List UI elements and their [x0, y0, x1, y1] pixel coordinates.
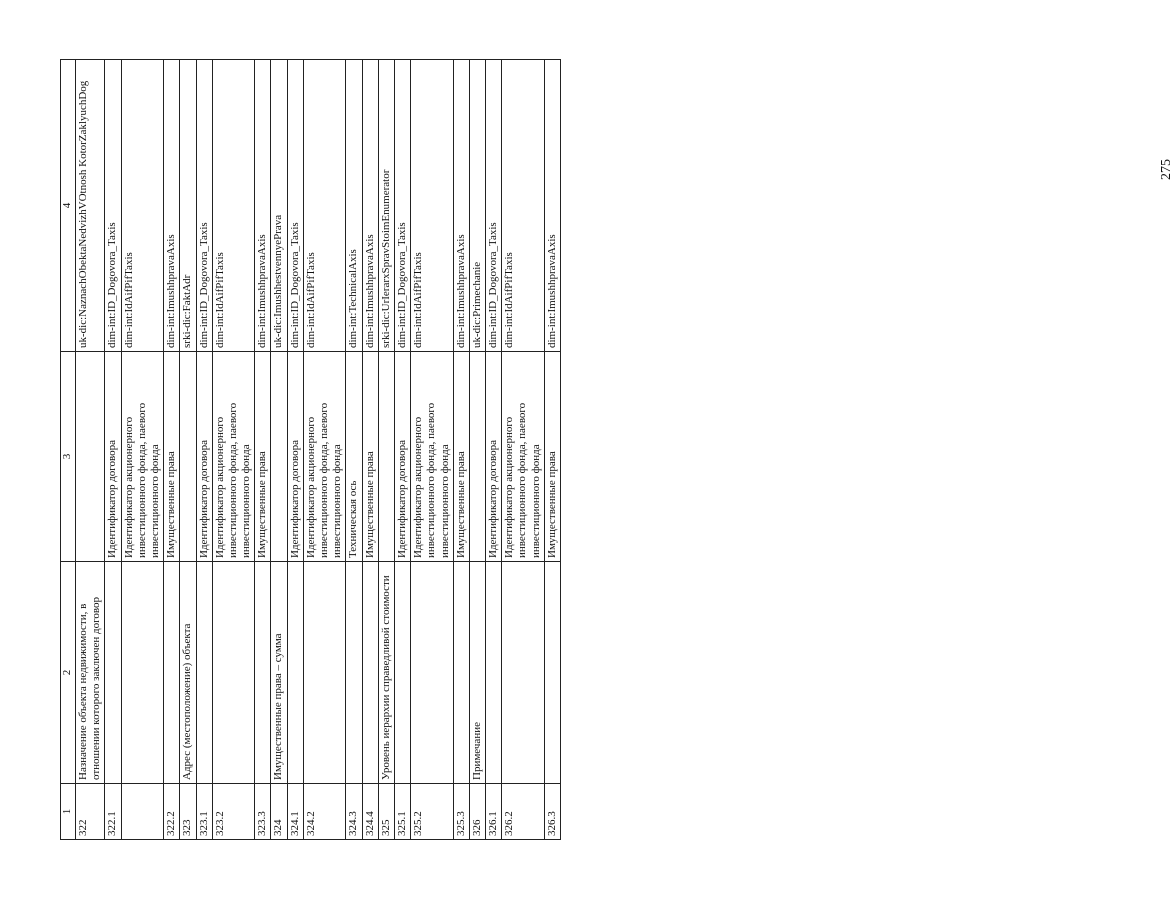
code-cell: dim-int:ID_Dogovora_Taxis [287, 60, 303, 352]
row-number-cell: 323.2 [212, 784, 255, 840]
indicator-name-cell [303, 562, 346, 784]
code-cell: dim-int:IdAifPifTaxis [212, 60, 255, 352]
dimension-name-cell [469, 352, 485, 562]
dimension-name-cell [378, 352, 394, 562]
indicator-name-cell [212, 562, 255, 784]
dimension-name-cell [271, 352, 287, 562]
indicator-name-cell: Примечание [469, 562, 485, 784]
table-row [346, 60, 362, 840]
indicator-name-cell [287, 562, 303, 784]
code-cell: dim-int:ImushhpravaAxis [544, 60, 560, 352]
indicator-name-cell: Уровень иерархии справедливой стоимости [378, 562, 394, 784]
code-cell: srki-dic:FaktAdr [180, 60, 196, 352]
code-cell: dim-int:ImushhpravaAxis [164, 60, 180, 352]
page-number: 275 [1159, 159, 1174, 180]
row-number-cell: 326.3 [544, 784, 560, 840]
code-cell: uk-dic:Primechanie [469, 60, 485, 352]
dimension-name-cell: Идентификатор договора [105, 352, 121, 562]
row-number-cell: 322.2 [164, 784, 180, 840]
row-number-cell: 324.1 [287, 784, 303, 840]
dimension-name-cell: Имущественные права [544, 352, 560, 562]
row-number-cell [121, 784, 164, 840]
row-number-cell: 325.3 [453, 784, 469, 840]
dimension-name-cell: Имущественные права [453, 352, 469, 562]
table-row [303, 60, 346, 840]
code-cell: dim-int:ID_Dogovora_Taxis [394, 60, 410, 352]
table-row [453, 60, 469, 840]
dimension-name-cell: Идентификатор акционерного инвестиционного фонда, паевого инвестиционного фонда [502, 352, 545, 562]
dimension-name-cell: Техническая ось [346, 352, 362, 562]
code-cell: uk-dic:NaznachObektaNedvizhVOtnosh KotorZaklyuchDog [76, 60, 105, 352]
table-row [121, 60, 164, 840]
table-header-row [61, 60, 76, 840]
row-number-cell: 324 [271, 784, 287, 840]
indicator-name-cell [394, 562, 410, 784]
indicator-name-cell [502, 562, 545, 784]
row-number-cell: 325 [378, 784, 394, 840]
dimension-name-cell: Имущественные права [255, 352, 271, 562]
dimension-name-cell: Имущественные права [164, 352, 180, 562]
code-cell: dim-int:ImushhpravaAxis [453, 60, 469, 352]
code-cell: dim-int:IdAifPifTaxis [121, 60, 164, 352]
indicator-name-cell [411, 562, 454, 784]
column-header: 4 [61, 60, 76, 352]
code-cell: srki-dic:UrIerarxSpravStoimEnumerator [378, 60, 394, 352]
indicator-name-cell [121, 562, 164, 784]
indicator-name-cell [164, 562, 180, 784]
indicator-name-cell [544, 562, 560, 784]
dimension-name-cell [76, 352, 105, 562]
table-body [76, 60, 561, 840]
page-number-container [565, 84, 1174, 180]
indicator-name-cell [486, 562, 502, 784]
table-row [255, 60, 271, 840]
indicator-name-cell: Имущественные права – сумма [271, 562, 287, 784]
indicator-name-cell: Адрес (местоположение) объекта [180, 562, 196, 784]
table-row [502, 60, 545, 840]
code-cell: dim-int:ID_Dogovora_Taxis [105, 60, 121, 352]
row-number-cell: 325.1 [394, 784, 410, 840]
dimension-name-cell: Идентификатор договора [486, 352, 502, 562]
table-row [196, 60, 212, 840]
code-cell: dim-int:ID_Dogovora_Taxis [486, 60, 502, 352]
table-row [105, 60, 121, 840]
code-cell: dim-int:TechnicalAxis [346, 60, 362, 352]
code-cell: uk-dic:ImushhestvennyePrava [271, 60, 287, 352]
dimension-name-cell: Идентификатор акционерного инвестиционного фонда, паевого инвестиционного фонда [121, 352, 164, 562]
code-cell: dim-int:IdAifPifTaxis [502, 60, 545, 352]
indicator-name-cell [105, 562, 121, 784]
row-number-cell: 324.2 [303, 784, 346, 840]
row-number-cell: 326 [469, 784, 485, 840]
row-number-cell: 326.2 [502, 784, 545, 840]
code-cell: dim-int:ImushhpravaAxis [362, 60, 378, 352]
table-row [362, 60, 378, 840]
table-row [378, 60, 394, 840]
row-number-cell: 323 [180, 784, 196, 840]
table-row [164, 60, 180, 840]
table-row [212, 60, 255, 840]
row-number-cell: 323.3 [255, 784, 271, 840]
column-header: 3 [61, 352, 76, 562]
column-header: 1 [61, 784, 76, 840]
dimension-name-cell: Идентификатор договора [287, 352, 303, 562]
table-row [394, 60, 410, 840]
row-number-cell: 326.1 [486, 784, 502, 840]
indicator-name-cell [362, 562, 378, 784]
code-cell: dim-int:ImushhpravaAxis [255, 60, 271, 352]
row-number-cell: 323.1 [196, 784, 212, 840]
table-row [271, 60, 287, 840]
rotated-table-container [60, 60, 558, 840]
table-row [180, 60, 196, 840]
dimension-name-cell: Идентификатор договора [394, 352, 410, 562]
code-cell: dim-int:IdAifPifTaxis [411, 60, 454, 352]
row-number-cell: 324.4 [362, 784, 378, 840]
dimension-name-cell: Идентификатор акционерного инвестиционного фонда, паевого инвестиционного фонда [303, 352, 346, 562]
table-row [544, 60, 560, 840]
indicator-name-cell [346, 562, 362, 784]
dimension-name-cell: Идентификатор акционерного инвестиционного фонда, паевого инвестиционного фонда [212, 352, 255, 562]
row-number-cell: 322.1 [105, 784, 121, 840]
table-row [469, 60, 485, 840]
row-number-cell: 325.2 [411, 784, 454, 840]
row-number-cell: 322 [76, 784, 105, 840]
table-row [486, 60, 502, 840]
table-row [287, 60, 303, 840]
dimension-name-cell [180, 352, 196, 562]
indicator-name-cell [453, 562, 469, 784]
row-number-cell: 324.3 [346, 784, 362, 840]
dimension-name-cell: Идентификатор договора [196, 352, 212, 562]
column-header: 2 [61, 562, 76, 784]
code-cell: dim-int:ID_Dogovora_Taxis [196, 60, 212, 352]
indicator-name-cell: Назначение объекта недвижимости, в отношении которого заключен договор [76, 562, 105, 784]
table-row [411, 60, 454, 840]
code-cell: dim-int:IdAifPifTaxis [303, 60, 346, 352]
dimension-name-cell: Имущественные права [362, 352, 378, 562]
dimension-name-cell: Идентификатор акционерного инвестиционного фонда, паевого инвестиционного фонда [411, 352, 454, 562]
indicator-name-cell [196, 562, 212, 784]
table-row [76, 60, 105, 840]
indicator-name-cell [255, 562, 271, 784]
data-table [60, 59, 561, 840]
